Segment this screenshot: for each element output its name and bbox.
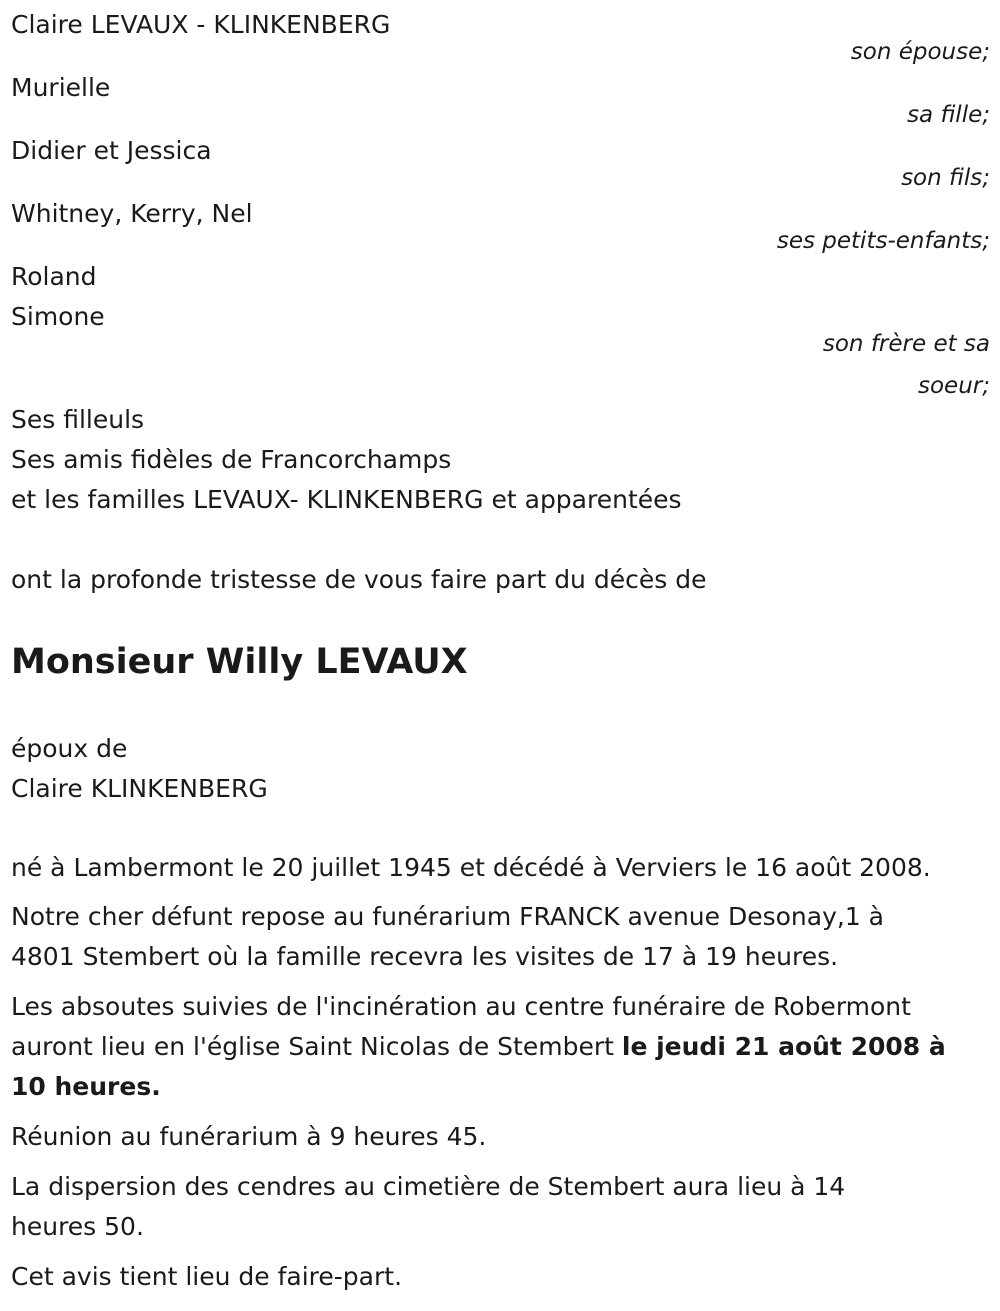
ceremony-date: le jeudi 21 août 2008 à xyxy=(621,1032,946,1061)
others-block xyxy=(11,400,682,520)
family-role: son fils; xyxy=(901,165,990,191)
family-name: Whitney, Kerry, Nel xyxy=(11,199,253,228)
birth-death xyxy=(11,848,931,888)
birth-death-text: né à Lambermont le 20 juillet 1945 et décédé à Verviers le 16 août 2008. xyxy=(11,853,931,882)
family-role: son frère et sa xyxy=(822,331,990,357)
dispersion-paragraph xyxy=(11,1167,845,1247)
family-role-siblings xyxy=(390,323,990,407)
others-line: Ses filleuls xyxy=(11,405,145,434)
repose-paragraph xyxy=(11,897,884,977)
family-role-spouse xyxy=(390,41,990,64)
family-name: Simone xyxy=(11,302,105,331)
spouse-block xyxy=(11,729,268,809)
family-role-son xyxy=(390,167,990,190)
family-role-grandchildren xyxy=(390,230,990,253)
family-role: soeur; xyxy=(918,373,990,399)
announcement xyxy=(11,560,706,600)
others-line: Ses amis fidèles de Francorchamps xyxy=(11,445,452,474)
family-entry-son xyxy=(11,131,212,171)
repose-line: 4801 Stembert où la famille recevra les visites de 17 à 19 heures. xyxy=(11,942,839,971)
spouse-name: Claire KLINKENBERG xyxy=(11,774,268,803)
spouse-label: époux de xyxy=(11,734,128,763)
absoutes-text: auront lieu en l'église Saint Nicolas de Stembert xyxy=(11,1032,622,1061)
announcement-text: ont la profonde tristesse de vous faire part du décès de xyxy=(11,565,707,594)
deceased-title: Monsieur Willy LEVAUX xyxy=(11,642,468,682)
family-entry-daughter xyxy=(11,68,110,108)
family-name: Roland xyxy=(11,262,97,291)
family-entry-spouse xyxy=(11,5,390,45)
family-name: Didier et Jessica xyxy=(11,136,212,165)
family-entry-grandchildren xyxy=(11,194,253,234)
absoutes-line-2 xyxy=(11,1027,946,1067)
dispersion-line: heures 50. xyxy=(11,1212,144,1241)
closing xyxy=(11,1257,402,1297)
dispersion-line: La dispersion des cendres au cimetière de Stembert aura lieu à 14 xyxy=(11,1172,846,1201)
family-role: son épouse; xyxy=(850,39,990,65)
absoutes-paragraph xyxy=(11,987,946,1107)
reunion xyxy=(11,1117,486,1157)
ceremony-time: 10 heures. xyxy=(11,1072,161,1101)
repose-line: Notre cher défunt repose au funérarium FRANCK avenue Desonay,1 à xyxy=(11,902,884,931)
family-role-daughter xyxy=(390,104,990,127)
family-role: ses petits-enfants; xyxy=(776,228,990,254)
reunion-text: Réunion au funérarium à 9 heures 45. xyxy=(11,1122,487,1151)
closing-text: Cet avis tient lieu de faire-part. xyxy=(11,1262,403,1291)
absoutes-line: Les absoutes suivies de l'incinération au centre funéraire de Robermont xyxy=(11,992,911,1021)
family-role: sa fille; xyxy=(907,102,990,128)
family-name: Murielle xyxy=(11,73,111,102)
others-line: et les familles LEVAUX- KLINKENBERG et apparentées xyxy=(11,485,682,514)
deceased-name xyxy=(11,642,468,682)
family-name: Claire LEVAUX - KLINKENBERG xyxy=(11,10,391,39)
family-entry-siblings xyxy=(11,257,105,337)
